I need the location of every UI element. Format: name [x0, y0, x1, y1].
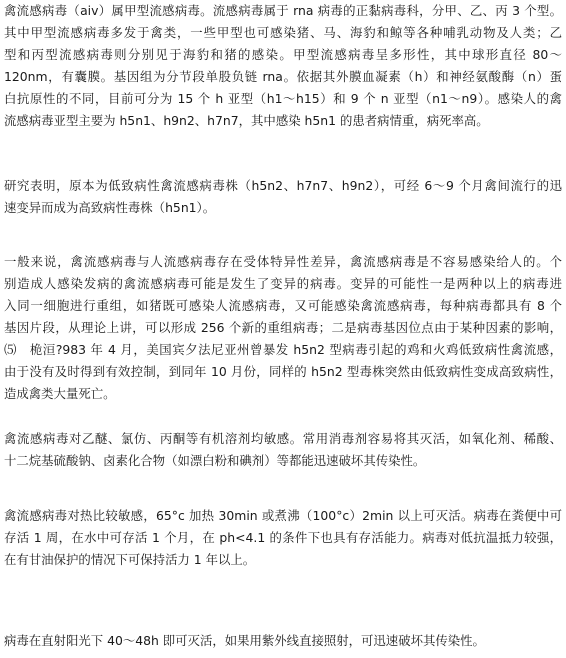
paragraph-heat-sensitivity — [4, 505, 562, 571]
text-line: 存活 1 周，在水中可存活 1 个月，在 ph<4.1 的条件下也具有存活能力。病毒对低抗温抵力较强， — [4, 530, 562, 545]
text-line: 造成禽类大量死亡。 — [4, 386, 116, 401]
paragraph-disinfectants — [4, 428, 562, 472]
text-line: 禽流感病毒对热比较敏感，65°c 加热 30min 或煮沸（100°c）2min 以上可灭活。病毒在粪便中可 — [4, 508, 562, 523]
text-line: ⑸ 桅洹?983 年 4 月，美国宾夕法尼亚州曾暴发 h5n2 型病毒引起的鸡和火鸡低致病性禽流感， — [4, 342, 562, 357]
paragraph-research-findings — [4, 175, 562, 219]
text-line: 由于没有及时得到有效控制，到同年 10 月份，同样的 h5n2 型毒株突然由低致病性变成高致病性， — [4, 364, 562, 379]
text-line: 研究表明，原本为低致病性禽流感病毒株（h5n2、h7n7、h9n2），可经 6～9 个月禽间流行的迅 — [4, 178, 562, 193]
text-line: 一般来说，禽流感病毒与人流感病毒存在受体特异性差异，禽流感病毒是不容易感染给人的。个 — [4, 254, 562, 269]
text-line: 型和丙型流感病毒则分别见于海豹和猪的感染。甲型流感病毒呈多形性，其中球形直径 80～ — [4, 47, 562, 62]
text-line: 十二烷基硫酸钠、卤素化合物（如漂白粉和碘剂）等都能迅速破坏其传染性。 — [4, 453, 426, 468]
paragraph-sunlight-uv — [4, 630, 562, 652]
text-line: 病毒在直射阳光下 40～48h 即可灭活，如果用紫外线直接照射，可迅速破坏其传染性。 — [4, 633, 485, 648]
paragraph-virus-classification — [4, 0, 562, 132]
text-line: 禽流感病毒（aiv）属甲型流感病毒。流感病毒属于 rna 病毒的正黏病毒科，分甲、乙、丙 3 个型。 — [4, 3, 562, 18]
paragraph-human-infection — [4, 251, 562, 405]
text-line: 流感病毒亚型主要为 h5n1、h9n2、h7n7，其中感染 h5n1 的患者病情重，病死率高。 — [4, 113, 489, 128]
text-line: 白抗原性的不同，目前可分为 15 个 h 亚型（h1～h15）和 9 个 n 亚型（n1～n9）。感染人的禽 — [4, 91, 562, 106]
text-line: 其中甲型流感病毒多发于禽类，一些甲型也可感染猪、马、海豹和鲸等各种哺乳动物及人类；乙 — [4, 25, 562, 40]
text-line: 在有甘油保护的情况下可保持活力 1 年以上。 — [4, 552, 256, 567]
text-line: 禽流感病毒对乙醚、氯仿、丙酮等有机溶剂均敏感。常用消毒剂容易将其灭活，如氧化剂、稀酸、 — [4, 431, 562, 446]
text-line: 别造成人感染发病的禽流感病毒可能是发生了变异的病毒。变异的可能性一是两种以上的病毒进 — [4, 276, 562, 291]
text-line: 120nm，有囊膜。基因组为分节段单股负链 rna。依据其外膜血凝素（h）和神经氨酸酶（n）蛋 — [4, 69, 562, 84]
text-line: 入同一细胞进行重组，如猪既可感染人流感病毒，又可能感染禽流感病毒，每种病毒都具有 8 个 — [4, 298, 562, 313]
text-line: 基因片段，从理论上讲，可以形成 256 个新的重组病毒；二是病毒基因位点由于某种因素的影响， — [4, 320, 562, 335]
text-line: 速变异而成为高致病性毒株（h5n1）。 — [4, 200, 216, 215]
